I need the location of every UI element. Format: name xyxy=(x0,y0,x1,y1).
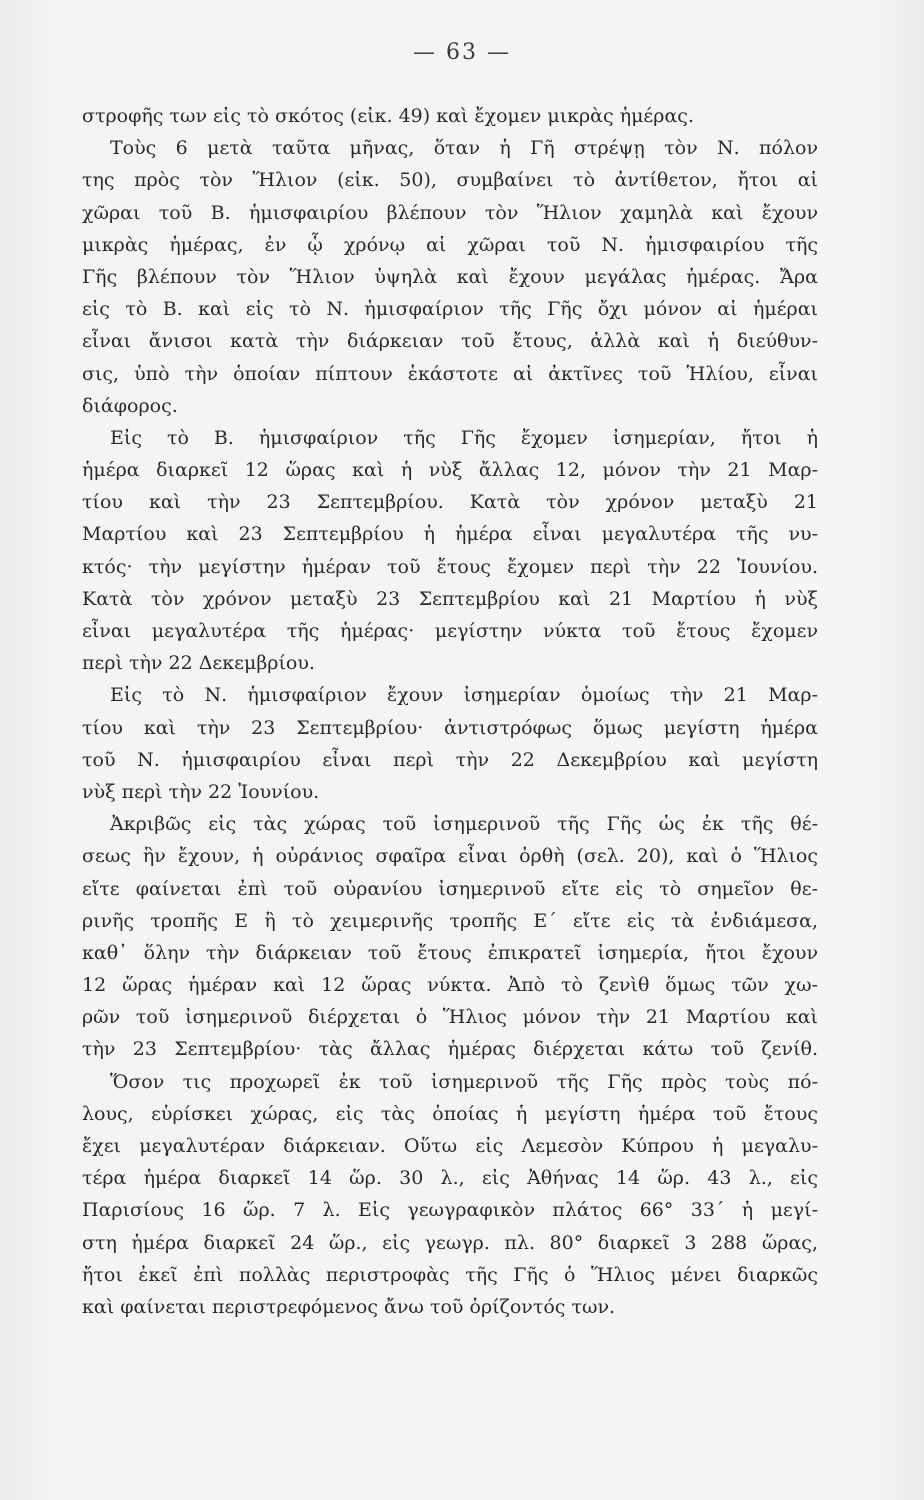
text-line: Ἀκριβῶς εἰς τὰς χώρας τοῦ ἰσημερινοῦ τῆς Γῆς ὡς ἐκ τῆς θέ- xyxy=(110,813,818,836)
text-line: διάφορος. xyxy=(82,394,178,417)
text-line: 12 ὥρας ἡμέραν καὶ 12 ὥρας νύκτα. Ἀπὸ τὸ ζενὶθ ὅμως τῶν χω- xyxy=(82,974,818,997)
text-line: εἶναι μεγαλυτέρα τῆς ἡμέρας· μεγίστην νύκτα τοῦ ἔτους ἔχομεν xyxy=(82,620,818,642)
text-line: της πρὸς τὸν Ἥλιον (εἰκ. 50), συμβαίνει τὸ ἀντίθετον, ἤτοι αἱ xyxy=(82,169,818,192)
body-text xyxy=(82,100,818,1323)
text-line: κτός· τὴν μεγίστην ἡμέραν τοῦ ἔτους ἔχομεν περὶ τὴν 22 Ἰουνίου. xyxy=(82,555,818,578)
text-line: στη ἡμέρα διαρκεῖ 24 ὥρ., εἰς γεωγρ. πλ. 80° διαρκεῖ 3 288 ὥρας, xyxy=(82,1231,818,1254)
text-line: τὴν 23 Σεπτεμβρίου· τὰς ἄλλας ἡμέρας διέρχεται κάτω τοῦ ζενίθ. xyxy=(82,1038,818,1061)
text-line: στροφῆς των εἰς τὸ σκότος (εἰκ. 49) καὶ ἔχομεν μικρὰς ἡμέρας. xyxy=(82,105,694,127)
text-line: μικρὰς ἡμέρας, ἐν ᾧ χρόνῳ αἱ χῶραι τοῦ Ν. ἡμισφαιρίου τῆς xyxy=(82,233,818,256)
text-line: Τοὺς 6 μετὰ ταῦτα μῆνας, ὅταν ἡ Γῆ στρέψῃ τὸν Ν. πόλον xyxy=(110,137,818,160)
text-line: Μαρτίου καὶ 23 Σεπτεμβρίου ἡ ἡμέρα εἶναι μεγαλυτέρα τῆς νυ- xyxy=(82,523,818,546)
text-line: Γῆς βλέπουν τὸν Ἥλιον ὑψηλὰ καὶ ἔχουν μεγάλας ἡμέρας. Ἄρα xyxy=(82,265,818,288)
text-line: καθ᾽ ὅλην τὴν διάρκειαν τοῦ ἔτους ἐπικρατεῖ ἰσημερία, ἤτοι ἔχουν xyxy=(82,941,818,964)
text-line: τοῦ Ν. ἡμισφαιρίου εἶναι περὶ τὴν 22 Δεκεμβρίου καὶ μεγίστη xyxy=(82,748,818,771)
text-line: περὶ τὴν 22 Δεκεμβρίου. xyxy=(82,652,315,675)
text-line: εἶναι ἄνισοι κατὰ τὴν διάρκειαν τοῦ ἔτους, ἀλλὰ καὶ ἡ διεύθυν- xyxy=(82,330,818,353)
text-line: ἔχει μεγαλυτέραν διάρκειαν. Οὕτω εἰς Λεμεσὸν Κύπρου ἡ μεγαλυ- xyxy=(82,1135,818,1157)
text-line: ἤτοι ἐκεῖ ἐπὶ πολλὰς περιστροφὰς τῆς Γῆς ὁ Ἥλιος μένει διαρκῶς xyxy=(82,1263,818,1286)
text-line: εἰς τὸ Β. καὶ εἰς τὸ Ν. ἡμισφαίριον τῆς Γῆς ὄχι μόνον αἱ ἡμέραι xyxy=(82,298,818,321)
text-line: Εἰς τὸ Ν. ἡμισφαίριον ἔχουν ἰσημερίαν ὁμοίως τὴν 21 Μαρ- xyxy=(110,684,818,707)
text-line: Ὅσον τις προχωρεῖ ἐκ τοῦ ἰσημερινοῦ τῆς Γῆς πρὸς τοὺς πό- xyxy=(110,1070,818,1093)
text-line: τίου καὶ τὴν 23 Σεπτεμβρίου. Κατὰ τὸν χρόνον μεταξὺ 21 xyxy=(82,491,818,514)
page-number: — 63 — xyxy=(413,40,511,65)
text-line: νὺξ περὶ τὴν 22 Ἰουνίου. xyxy=(82,780,320,803)
text-line: Κατὰ τὸν χρόνον μεταξὺ 23 Σεπτεμβρίου καὶ 21 Μαρτίου ἡ νὺξ xyxy=(82,587,818,610)
text-line: σεως ἣν ἔχουν, ἡ οὐράνιος σφαῖρα εἶναι ὀρθὴ (σελ. 20), καὶ ὁ Ἥλιος xyxy=(82,845,818,868)
text-line: τίου καὶ τὴν 23 Σεπτεμβρίου· ἀντιστρόφως ὅμως μεγίστη ἡμέρα xyxy=(82,716,818,739)
text-line: ρῶν τοῦ ἰσημερινοῦ διέρχεται ὁ Ἥλιος μόνον τὴν 21 Μαρτίου καὶ xyxy=(82,1006,818,1029)
text-line: εἴτε φαίνεται ἐπὶ τοῦ οὐρανίου ἰσημερινοῦ εἴτε εἰς τὸ σημεῖον θε- xyxy=(82,877,818,900)
text-line: χῶραι τοῦ Β. ἡμισφαιρίου βλέπουν τὸν Ἥλιον χαμηλὰ καὶ ἔχουν xyxy=(82,201,818,224)
text-line: τέρα ἡμέρα διαρκεῖ 14 ὥρ. 30 λ., εἰς Ἀθήνας 14 ὥρ. 43 λ., εἰς xyxy=(82,1167,818,1190)
text-line: ἡμέρα διαρκεῖ 12 ὥρας καὶ ἡ νὺξ ἄλλας 12, μόνον τὴν 21 Μαρ- xyxy=(82,459,818,482)
text-line: σις, ὑπὸ τὴν ὁποίαν πίπτουν ἑκάστοτε αἱ ἀκτῖνες τοῦ Ἡλίου, εἶναι xyxy=(82,362,818,385)
text-line: λους, εὑρίσκει χώρας, εἰς τὰς ὁποίας ἡ μεγίστη ἡμέρα τοῦ ἔτους xyxy=(82,1102,818,1125)
text-line: καὶ φαίνεται περιστρεφόμενος ἄνω τοῦ ὁρίζοντός των. xyxy=(82,1295,616,1318)
text-line: Εἰς τὸ Β. ἡμισφαίριον τῆς Γῆς ἔχομεν ἰσημερίαν, ἤτοι ἡ xyxy=(110,426,818,449)
text-line: ρινῆς τροπῆς Ε ἢ τὸ χειμερινῆς τροπῆς Ε΄ εἴτε εἰς τὰ ἐνδιάμεσα, xyxy=(82,909,818,932)
text-line: Παρισίους 16 ὥρ. 7 λ. Εἰς γεωγραφικὸν πλάτος 66° 33΄ ἡ μεγί- xyxy=(82,1199,818,1222)
